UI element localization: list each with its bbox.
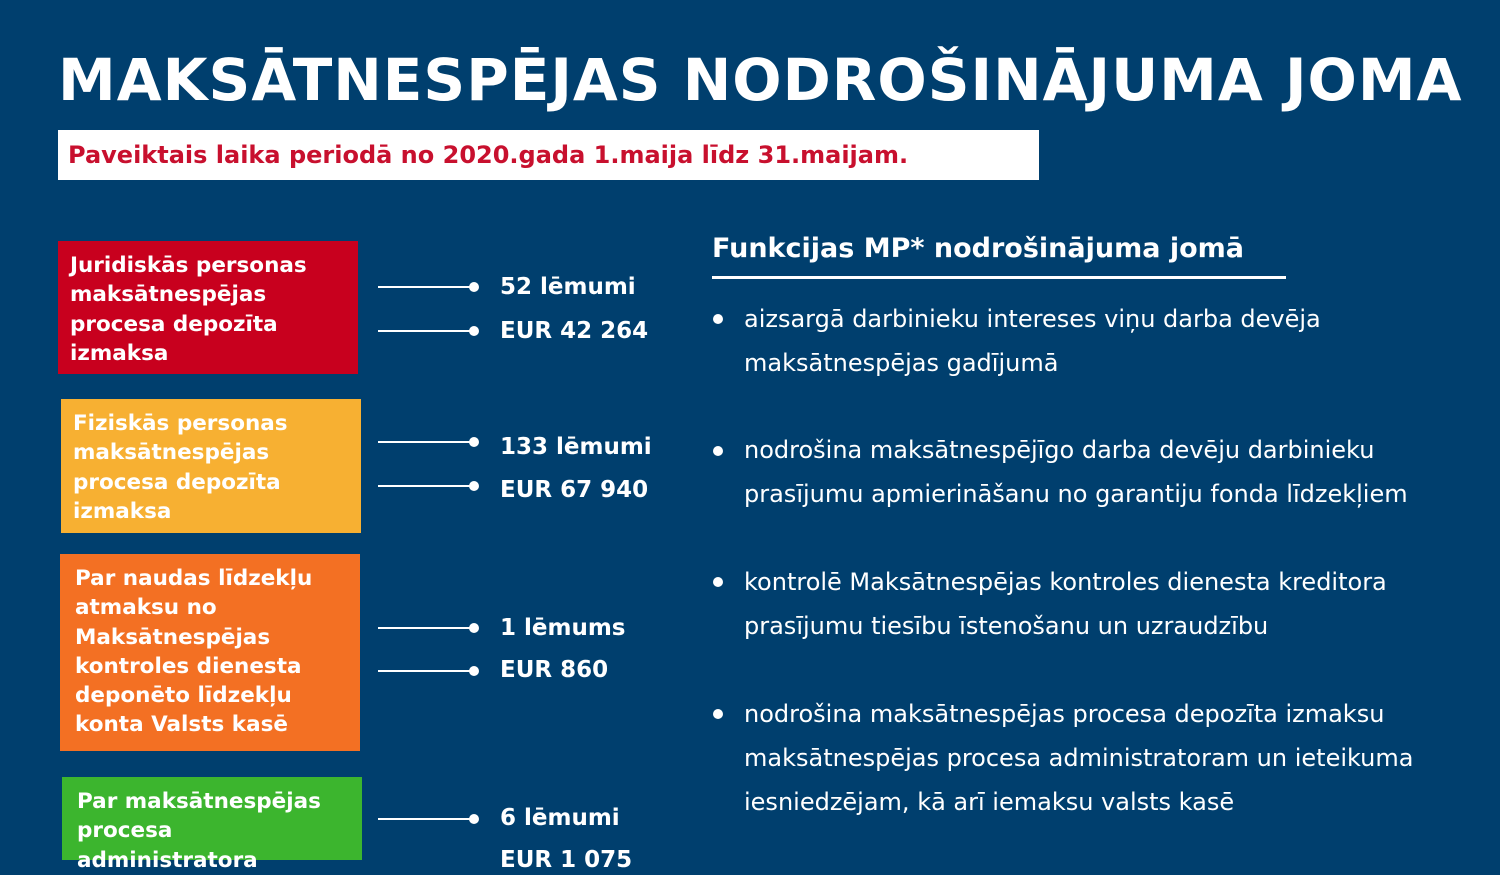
stat-amount: EUR 1 075 [500, 847, 633, 873]
function-item: aizsargā darbinieku intereses viņu darba devēja maksātnespējas gadījumā [744, 305, 1321, 377]
functions-heading: Funkcijas MP* nodrošinājuma jomā [712, 233, 1244, 264]
connector-line [378, 330, 474, 332]
period-subtitle: Paveiktais laika periodā no 2020.gada 1.maija līdz 31.maijam. [58, 130, 1039, 180]
connector-line [378, 818, 474, 820]
stat-decisions: 133 lēmumi [500, 434, 652, 460]
functions-heading-underline [712, 276, 1286, 279]
stat-amount: EUR 42 264 [500, 318, 649, 344]
stat-decisions: 6 lēmumi [500, 805, 620, 831]
stat-amount: EUR 860 [500, 657, 609, 683]
function-item: kontrolē Maksātnespējas kontroles dienesta kreditora prasījumu tiesību īstenošanu un uzraudzību [744, 568, 1387, 640]
connector-line [378, 485, 474, 487]
connector-line [378, 286, 474, 288]
stat-decisions: 1 lēmums [500, 615, 626, 641]
category-box-refund: Par naudas līdzekļu atmaksu no Maksātnespējas kontroles dienesta deponēto līdzekļu konta Valsts kasē [60, 554, 360, 751]
bullet-dot [713, 709, 723, 719]
bullet-dot [713, 314, 723, 324]
category-box-legal-persons: Juridiskās personas maksātnespējas procesa depozīta izmaksa [58, 241, 358, 374]
bullet-dot [713, 577, 723, 587]
page-title: MAKSĀTNESPĒJAS NODROŠINĀJUMA JOMA [58, 46, 1463, 114]
connector-line [378, 627, 474, 629]
connector-line [378, 441, 474, 443]
category-box-natural-persons: Fiziskās personas maksātnespējas procesa depozīta izmaksa [61, 399, 361, 533]
function-item: nodrošina maksātnespējas procesa depozīta izmaksu maksātnespējas procesa administratoram un ieteikuma iesniedzējam, kā arī iemaksu valsts kasē [744, 700, 1414, 816]
stat-amount: EUR 67 940 [500, 477, 649, 503]
connector-line [378, 670, 474, 672]
category-box-administrator: Par maksātnespējas procesa administratora [62, 777, 362, 860]
stat-decisions: 52 lēmumi [500, 274, 636, 300]
bullet-dot [713, 446, 723, 456]
function-item: nodrošina maksātnespējīgo darba devēju darbinieku prasījumu apmierināšanu no garantiju fonda līdzekļiem [744, 436, 1408, 508]
